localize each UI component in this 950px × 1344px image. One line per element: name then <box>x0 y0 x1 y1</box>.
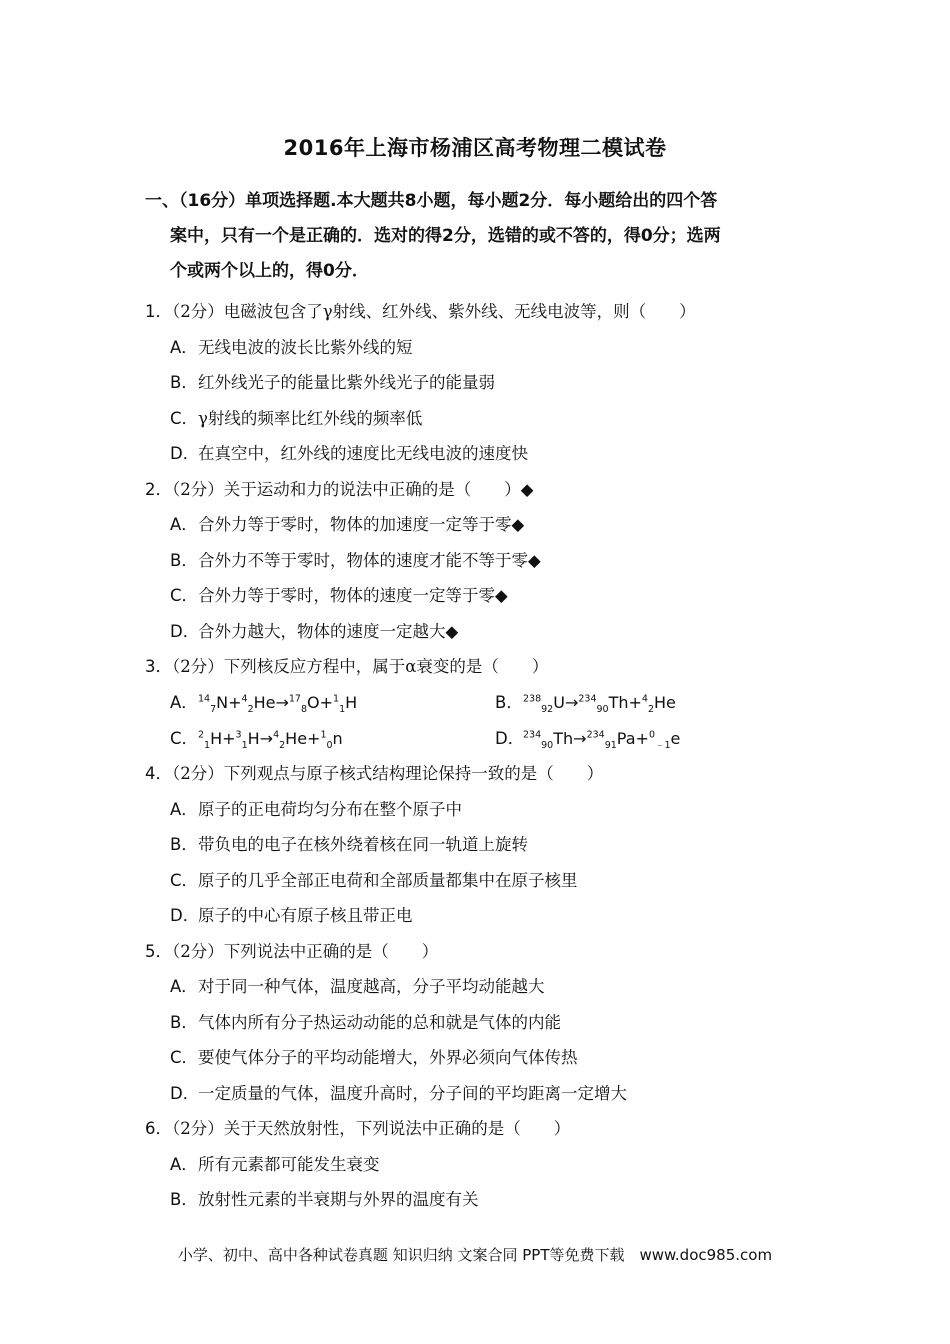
option-label: A． <box>170 693 198 712</box>
question-4 <box>145 760 603 784</box>
option-text: 红外线光子的能量比紫外线光子的能量弱 <box>198 373 495 392</box>
option-text: 合外力等于零时，物体的加速度一定等于零◆ <box>198 515 525 534</box>
option-label: A． <box>170 977 198 996</box>
option-label: C． <box>170 871 199 890</box>
option-6a <box>170 1151 380 1175</box>
option-5a <box>170 973 545 997</box>
option-text: 无线电波的波长比紫外线的短 <box>198 338 413 357</box>
option-2b <box>170 547 541 571</box>
page-title: 2016年上海市杨浦区高考物理二模试卷 <box>283 136 667 160</box>
option-text: 合外力等于零时，物体的速度一定等于零◆ <box>198 586 508 605</box>
option-4c <box>170 867 578 891</box>
option-4d <box>170 902 413 926</box>
option-4a <box>170 796 462 820</box>
option-2a <box>170 511 524 535</box>
option-text: 原子的中心有原子核且带正电 <box>198 906 413 925</box>
option-text: 带负电的电子在核外绕着核在同一轨道上旋转 <box>198 835 528 854</box>
nuclear-equation: $^{238}_{92}$U→$^{234}_{90}$Th+$^4_2$He <box>523 693 676 716</box>
option-label: A． <box>170 1155 198 1174</box>
option-1b <box>170 369 495 393</box>
option-3b <box>495 689 676 716</box>
option-label: B． <box>170 1190 198 1209</box>
option-6b <box>170 1186 479 1210</box>
nuclear-equation: $^2_1$H+$^3_1$H→$^4_2$He+$^1_0$n <box>198 729 343 752</box>
option-label: D． <box>170 622 200 641</box>
question-2 <box>145 476 533 500</box>
option-text: 合外力不等于零时，物体的速度才能不等于零◆ <box>198 551 541 570</box>
option-label: B． <box>170 835 198 854</box>
question-1 <box>145 298 696 322</box>
question-stem: （2分）电磁波包含了γ射线、红外线、紫外线、无线电波等，则（ ） <box>172 302 696 321</box>
section-line-2: 案中，只有一个是正确的．选对的得2分，选错的或不答的，得0分；选两 <box>170 226 721 246</box>
section-line-1: 一、（16分）单项选择题.本大题共8小题，每小题2分．每小题给出的四个答 <box>145 191 718 211</box>
question-stem: （2分）关于天然放射性，下列说法中正确的是（ ） <box>172 1119 571 1138</box>
option-label: B． <box>495 693 523 712</box>
option-5c <box>170 1044 578 1068</box>
option-text: 所有元素都可能发生衰变 <box>198 1155 380 1174</box>
question-stem: （2分）关于运动和力的说法中正确的是（ ）◆ <box>172 480 534 499</box>
option-3c <box>170 725 343 752</box>
question-number: 5． <box>145 942 172 961</box>
option-2c <box>170 582 508 606</box>
option-label: C． <box>170 1048 199 1067</box>
option-text: 对于同一种气体，温度越高，分子平均动能越大 <box>198 977 545 996</box>
question-stem: （2分）下列说法中正确的是（ ） <box>172 942 439 961</box>
option-text: 原子的正电荷均匀分布在整个原子中 <box>198 800 462 819</box>
option-label: D． <box>170 906 200 925</box>
option-label: A． <box>170 338 198 357</box>
option-1a <box>170 334 413 358</box>
option-label: C． <box>170 586 199 605</box>
question-stem: （2分）下列观点与原子核式结构理论保持一致的是（ ） <box>172 764 604 783</box>
question-5 <box>145 938 438 962</box>
option-label: C． <box>170 729 199 748</box>
option-label: A． <box>170 800 198 819</box>
option-text: 一定质量的气体，温度升高时，分子间的平均距离一定增大 <box>198 1084 627 1103</box>
option-label: D． <box>170 444 200 463</box>
option-5d <box>170 1080 627 1104</box>
option-text: 放射性元素的半衰期与外界的温度有关 <box>198 1190 479 1209</box>
option-1d <box>170 440 528 464</box>
option-label: B． <box>170 1013 198 1032</box>
nuclear-equation: $^{14}_7$N+$^4_2$He→$^{17}_8$O+$^1_1$H <box>198 693 358 716</box>
option-text: 原子的几乎全部正电荷和全部质量都集中在原子核里 <box>198 871 578 890</box>
page-footer: 小学、初中、高中各种试卷真题 知识归纳 文案合同 PPT等免费下载 www.doc985.com <box>177 1246 773 1264</box>
option-5b <box>170 1009 561 1033</box>
option-label: D． <box>170 1084 200 1103</box>
option-1c <box>170 405 422 429</box>
option-4b <box>170 831 528 855</box>
option-text: 合外力越大，物体的速度一定越大◆ <box>198 622 459 641</box>
option-text: 要使气体分子的平均动能增大，外界必须向气体传热 <box>198 1048 578 1067</box>
option-2d <box>170 618 458 642</box>
question-6 <box>145 1115 570 1139</box>
nuclear-equation: $^{234}_{90}$Th→$^{234}_{91}$Pa+$^0_{﹣1}$e <box>523 729 681 752</box>
question-number: 3． <box>145 657 172 676</box>
section-instructions <box>145 184 817 289</box>
option-3d <box>495 725 681 752</box>
question-number: 6． <box>145 1119 172 1138</box>
question-number: 2． <box>145 480 172 499</box>
section-line-3: 个或两个以上的，得0分． <box>170 261 369 281</box>
option-text: 在真空中，红外线的速度比无线电波的速度快 <box>198 444 528 463</box>
option-label: B． <box>170 551 198 570</box>
question-stem: （2分）下列核反应方程中，属于α衰变的是（ ） <box>172 657 549 676</box>
option-3a <box>170 689 358 716</box>
question-number: 4． <box>145 764 172 783</box>
option-label: B． <box>170 373 198 392</box>
option-label: C． <box>170 409 199 428</box>
question-3 <box>145 653 548 677</box>
option-label: A． <box>170 515 198 534</box>
question-number: 1． <box>145 302 172 321</box>
option-text: γ射线的频率比红外线的频率低 <box>198 409 423 428</box>
option-label: D． <box>495 729 525 748</box>
option-text: 气体内所有分子热运动动能的总和就是气体的内能 <box>198 1013 561 1032</box>
